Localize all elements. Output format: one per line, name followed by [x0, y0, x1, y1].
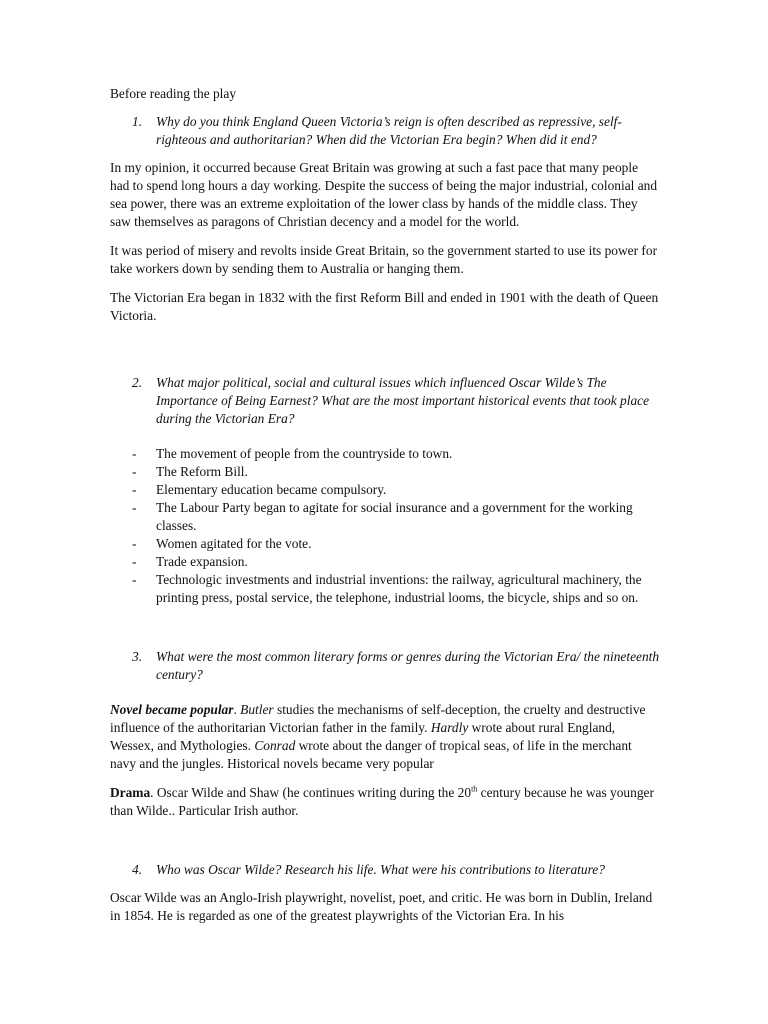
- spacer: [110, 336, 660, 374]
- question-1-number: 1.: [132, 114, 143, 129]
- list-item: - Trade expansion.: [132, 554, 248, 569]
- list-item: - The movement of people from the countryside to town.: [132, 446, 453, 461]
- q1-answer-2: It was period of misery and revolts inside Great Britain, so the government started to use its power for take workers down by sending them to Australia or hanging them.: [110, 243, 658, 276]
- author-conrad: Conrad: [254, 738, 296, 753]
- list-item: - The Reform Bill.: [132, 464, 248, 479]
- spacer: [110, 607, 660, 648]
- drama-lead: Drama: [110, 785, 151, 800]
- list-item: - Technologic investments and industrial inventions: the railway, agricultural machinery, the printing press, postal service, the telephone, industrial looms, the bicycle, ships and so on.: [132, 572, 642, 605]
- question-3-number: 3.: [132, 649, 143, 664]
- list-item: - Elementary education became compulsory.: [132, 482, 387, 497]
- spacer: [110, 831, 660, 861]
- drama-paragraph: Drama. Oscar Wilde and Shaw (he continues writing during the 20th century because he was younger than Wilde.. Particular Irish author.: [110, 784, 654, 818]
- question-4-text: Who was Oscar Wilde? Research his life. What were his contributions to literature?: [156, 862, 605, 877]
- question-4: [110, 861, 660, 879]
- q1-answer-1: In my opinion, it occurred because Great Britain was growing at such a fast pace that many people had to spend long hours a day working. Despite the success of being the major industrial, colonial and sea power, there was an extreme exploitation of the lower class by hands of the middle class. They saw themselves as paragons of Christian decency and a model for the world.: [110, 160, 658, 229]
- list-item: - The Labour Party began to agitate for social insurance and a government for the working classes.: [132, 500, 633, 533]
- author-hardly: Hardly: [430, 720, 469, 735]
- document-page: [110, 85, 660, 936]
- q4-answer: Oscar Wilde was an Anglo-Irish playwright, novelist, poet, and critic. He was born in Dublin, Ireland in 1854. He is regarded as one of the greatest playwrights of the Victorian Era. In his: [110, 890, 653, 923]
- list-item: - Women agitated for the vote.: [132, 536, 312, 551]
- author-butler: Butler: [240, 702, 274, 717]
- question-2-text: What major political, social and cultural issues which influenced Oscar Wilde’s The Importance of Being Earnest? What are the most important historical events that took place during the Victorian Era?: [156, 375, 650, 426]
- question-4-number: 4.: [132, 862, 143, 877]
- question-2-number: 2.: [132, 375, 143, 390]
- novel-paragraph: Novel became popular. Butler studies the mechanisms of self-deception, the cruelty and destructive influence of the authoritarian Victorian father in the family. Hardly wrote about rural England, Wessex, and Mythologies. Conrad wrote about the danger of tropical seas, of life in the merchant navy and the jungles. Historical novels became very popular: [110, 702, 646, 771]
- question-3-text: What were the most common literary forms or genres during the Victorian Era/ the nineteenth century?: [156, 649, 660, 682]
- question-2: [110, 374, 660, 428]
- question-1-text: Why do you think England Queen Victoria’s reign is often described as repressive, self-righteous and authoritarian? When did the Victorian Era begin? When did it end?: [156, 114, 622, 147]
- novel-lead: Novel became popular: [110, 702, 234, 717]
- q1-answer-3: The Victorian Era began in 1832 with the first Reform Bill and ended in 1901 with the death of Queen Victoria.: [110, 290, 659, 323]
- question-1: [110, 113, 660, 149]
- question-3: [110, 648, 660, 684]
- historical-events-list: [110, 445, 660, 607]
- intro-heading: Before reading the play: [110, 86, 237, 101]
